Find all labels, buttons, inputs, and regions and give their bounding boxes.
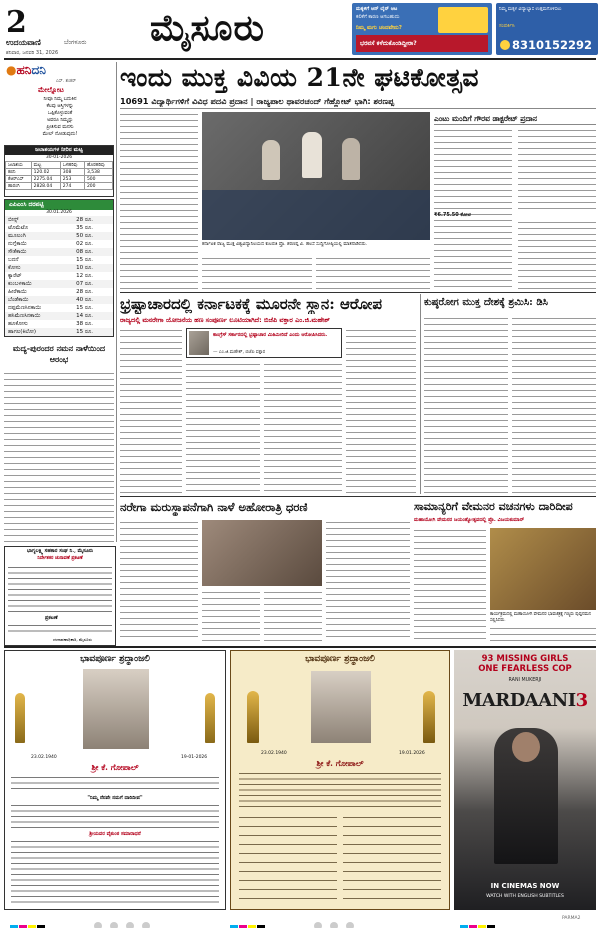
story4-headline: ನರೇಗಾ ಮರುಸ್ಥಾಪನೆಗಾಗಿ ನಾಳೆ ಅಹೋರಾತ್ರಿ ಧರಣಿ — [120, 500, 308, 514]
story5-col1 — [414, 528, 486, 642]
table-row: ಹೀರೆಕಾಯಿ 28 ರೂ. — [8, 288, 94, 295]
lead-headline: ಇಂದು ಮುಕ್ತ ವಿವಿಯ 21ನೇ ಘಟಿಕೋತ್ಸವ — [120, 63, 479, 92]
story2-col2 — [186, 362, 260, 494]
brand-logo: ●ಹನಿದನಿ — [6, 63, 46, 77]
movie-ad: 93 MISSING GIRLS ONE FEARLESS COP RANI MUKERJI MARDAANI3 IN CINEMAS NOW WATCH WITH ENGLISH SUBTITLES — [454, 650, 596, 910]
apmc-title: ಎಪಿಎಂಸಿ ದರಪಟ್ಟಿ — [5, 200, 113, 210]
left-story-body — [4, 371, 114, 543]
story4-col1 — [120, 520, 198, 642]
masthead-divider — [4, 58, 596, 60]
obituary-ad-2: ಭಾವಪೂರ್ಣ ಶ್ರದ್ಧಾಂಜಲಿ 23.02.1940 19.01.2026 ಶ್ರೀ ಕೆ. ಗೋಪಾಲ್ — [230, 650, 450, 910]
lamp-icon-right-2 — [423, 691, 435, 743]
story-divider-v — [420, 294, 421, 494]
poem: ನೀವೂ ನಿಮ್ಮ ಬದುಕಿನ ಕೆಲವು ಆಸ್ತಿಗಳನ್ನು ಒಪ್ಪಿಕೊಳ್ಳುವಂತೆ ಅವರೂ ನಿಮ್ಮನ್ನು ಪ್ರೀತಿಸುವ ಮನಸು ಮೇಲ್ ನೋಡುವುದು! — [42, 97, 78, 137]
color-strip-left — [10, 916, 46, 928]
ad-phone-number: 8310152292 — [512, 38, 593, 52]
table-row: ಕಬಿನಿ 120.02 308 3,538 — [6, 169, 113, 176]
lead-body-col2 — [202, 256, 312, 290]
footer-code: PARMA2 — [562, 916, 581, 921]
story5-col2 — [490, 626, 596, 642]
poem-title: ಮೇಲ್ನೋಟ — [38, 86, 64, 94]
election-notice: ಭಾಗ್ಯಲಕ್ಷ್ಮಿ ಸಹಕಾರ ಸಂಘ ನಿ., ಮೈಸೂರು ನಿರ್ದೇಶಕರ ಚುನಾವಣೆ ಪ್ರಕಟಣೆ ಪ್ರಕಟಣೆ ಚುನಾವಣಾಧಿಕಾರಿ, ಮೈಸೂರು — [4, 546, 116, 646]
masthead-ad-right: ನಿಮ್ಮ ಮಕ್ಕಳ ವಿದ್ಯಾಭ್ಯಾಸ ಉತ್ತಮಗೊಳಿಸಲು ಸಂಪರ್ಕಿಸಿ 8310152292 — [496, 3, 598, 55]
table-row: ಹಾಗಲ(ಕಿಲೋ) 15 ರೂ. — [5, 328, 113, 336]
reservoir-table — [5, 161, 113, 190]
story5-photo — [490, 528, 596, 610]
lamp-icon-left — [15, 693, 25, 743]
table-row: ನುಗ್ಗೆಕಾಯಿ 02 ರೂ. — [8, 240, 94, 247]
table-row: ಹಾರಂಗಿ 2828.04 274 200 — [6, 183, 113, 190]
story4-col3 — [264, 590, 322, 642]
phone-icon — [500, 40, 510, 50]
portrait-photo-2 — [311, 671, 371, 743]
story3-col2 — [512, 316, 596, 494]
table-row: ಮೂಲಂಗಿ 50 ರೂ. — [5, 232, 113, 240]
story5-headline: ಸಾಮಾನ್ಯರಿಗೆ ವೇಮನರ ವಚನಗಳು ದಾರಿದೀಪ — [414, 500, 573, 513]
story2-bottom-divider — [120, 496, 596, 497]
movie-title-num: 3 — [575, 690, 588, 711]
color-strip-mid — [230, 916, 266, 928]
lamp-icon-left-2 — [247, 691, 259, 743]
lead-sub-divider — [120, 108, 596, 109]
story2-subheadline: ರಾಜ್ಯದಲ್ಲಿ ಮನರೇಗಾ ಯೋಜನೆಯ ಹಣ ಸಂಪೂರ್ಣ ಲೂಟಿಯಾಗಿದೆ: ಬಿಜೆಪಿ ವಕ್ತಾರ ಎಂ.ಜಿ.ಮಹೇಶ್ — [120, 316, 330, 324]
left-column — [4, 61, 114, 543]
reservoir-title: ಜಲಾಶಯಗಳ ನೀರಿನ ಮಟ್ಟ — [5, 146, 113, 155]
apmc-table — [5, 216, 113, 336]
reservoir-box — [4, 145, 114, 197]
table-row: ಜಲಾಶಯ ಮಟ್ಟ ಒಳಹರಿವು ಹೊರಹರಿವು — [6, 162, 113, 169]
lead-subheadline: 10691 ವಿದ್ಯಾರ್ಥಿಗಳಿಗೆ ವಿವಿಧ ಪದವಿ ಪ್ರದಾನ | ರಾಜ್ಯಪಾಲ ಥಾವರಚಂದ್ ಗೆಹ್ಲೋಟ್ ಭಾಗಿ: ಶರಣಪ್ಪ — [120, 96, 395, 106]
apmc-date: 30.01.2026 — [46, 210, 72, 215]
table-row: ಬೆಂಡೆಕಾಯಿ 40 ರೂ. — [5, 296, 113, 304]
story2-headline: ಭ್ರಷ್ಟಾಚಾರದಲ್ಲಿ ಕರ್ನಾಟಕಕ್ಕೆ ಮೂರನೇ ಸ್ಥಾನ: ಆರೋಪ — [120, 295, 382, 313]
table-row: ದಪ್ಪಮೆಣಸಿನಕಾಯಿ 15 ರೂ. — [8, 304, 94, 311]
paper-name: ಉದಯವಾಣಿ — [6, 38, 41, 47]
story2-quote-box: ಕಾಂಗ್ರೆಸ್ ಸರ್ಕಾರದಲ್ಲಿ ಭ್ರಷ್ಟಾಚಾರ ಮಿತಿಮೀರಿದೆ ಎಂದು ಆರೋಪಿಸಿದರು. — ಎಂ.ಜಿ.ಮಹೇಶ್, ಬಿಜೆಪಿ ವಕ್ತಾರ — [186, 328, 342, 358]
masthead-ad-left: ಮಕ್ಕಳಿಗೆ ಆನ್ ಲೈನ್ ಆಟ ಕಲಿಕೆಗೆ ಕಾರಣ ಆಗಬಹುದು ನಿಮ್ಮ ಮಗು ಚಂದವೇನು? ಭರವಸೆ ಕಳೆದುಕೊಂಡಿದ್ದೀರಾ? — [352, 3, 492, 55]
table-row: ಕುಂಬಳಕಾಯಿ 07 ರೂ. — [5, 280, 113, 288]
table-row: ಕೆಆರ್‌ಎಸ್ 2275.04 253 500 — [6, 176, 113, 183]
column-divider — [116, 62, 117, 542]
story5-subheadline: ಮಹಾಯೋಗಿ ವೇಮನರ ಜಯಂತ್ಯೋತ್ಸವದಲ್ಲಿ ಪ್ರೊ. ವಿಜಯಕುಮಾರ್ — [414, 517, 525, 523]
story3-headline: ಕುಷ್ಠರೋಗ ಮುಕ್ತ ದೇಶಕ್ಕೆ ಶ್ರಮಿಸಿ: ಡಿಸಿ — [424, 297, 548, 308]
edition-city: ಬೆಂಗಳೂರು — [64, 39, 87, 46]
color-strip-right — [460, 916, 496, 928]
story4-col2 — [202, 590, 260, 642]
section-title: ಮೈಸೂರು — [150, 7, 265, 49]
apmc-rate-box — [4, 199, 114, 337]
story4-col4 — [326, 520, 410, 642]
story2-col4 — [346, 328, 416, 494]
reservoir-date: 30-01-2026 — [45, 155, 73, 160]
story3-col1 — [424, 316, 508, 494]
column-byline: ಎಸ್. ಶಂಕರ್ — [56, 79, 76, 84]
ads-top-divider — [4, 646, 596, 648]
obituary-ad-1: ಭಾವಪೂರ್ಣ ಶ್ರದ್ಧಾಂಜಲಿ 23.02.1940 19-01-2026 ಶ್ರೀ ಕೆ. ಗೋಪಾಲ್ "ನಿಮ್ಮ ನೆನಪೇ ನಮಗೆ ದಾರಿದೀಪ" ಶ್ರೀಯವರ ವೈಕುಂಠ ಸಮಾರಾಧನೆ — [4, 650, 226, 910]
lead-side-headline: ಎಂಟು ಮಂದಿಗೆ ಗೌರವ ಡಾಕ್ಟರೇಟ್ ಪ್ರದಾನ — [434, 112, 596, 125]
movie-title: MARDAANI — [462, 690, 576, 711]
lead-body-col3 — [316, 256, 430, 290]
print-registration-marks — [0, 912, 600, 928]
left-story-headline: ಮದ್ಯ-ಪುರಂದರ ನಮನ ನಾಳೆಯಿಂದ ಆರಂಭ — [12, 343, 106, 364]
table-row: ಕೋಸು 10 ರೂ. — [5, 264, 113, 272]
story2-col3 — [264, 362, 342, 494]
brand-icon: ● — [6, 63, 17, 77]
lead-photo-caption: ಕರ್ನಾಟಕ ರಾಜ್ಯ ಮುಕ್ತ ವಿಶ್ವವಿದ್ಯಾನಿಲಯದ ಕುಲಪತಿ ಪ್ರೊ. ಶರಣಪ್ಪ ವಿ. ಹಲಸೆ ಸುದ್ದಿಗೋಷ್ಠಿಯಲ್ಲಿ ಮಾತನಾಡಿದರು. — [202, 242, 368, 247]
table-row: ಸೌತೆಕಾಯಿ 08 ರೂ. — [5, 248, 113, 256]
table-row: ಟೊಮೆಟೊ 35 ರೂ. — [8, 224, 94, 231]
story2-col1 — [120, 328, 182, 494]
mahesh-photo-img — [189, 331, 209, 355]
table-row: ಹಸಿಮೆಣಸಿನಕಾಯಿ 14 ರೂ. — [5, 312, 113, 320]
side-amount: ₹6.75.50 ಕೋಟಿ — [434, 212, 471, 218]
portrait-photo — [83, 669, 149, 749]
table-row: ಕ್ಯಾರೆಟ್ 12 ರೂ. — [8, 272, 94, 279]
masthead — [0, 0, 600, 58]
lead-photo — [202, 112, 430, 240]
date-line: ಶನಿವಾರ, ಜನವರಿ 31, 2026 — [6, 50, 59, 56]
lead-bottom-divider — [120, 292, 596, 293]
lamp-icon-right — [205, 693, 215, 743]
story4-photo — [202, 520, 322, 586]
table-row: ಹೂಕೋಸು 38 ರೂ. — [8, 320, 94, 327]
lead-side-box — [434, 112, 596, 290]
page-number: 2 — [6, 5, 27, 40]
table-row: ಬದನೆ 15 ರೂ. — [8, 256, 94, 263]
lead-body-col1 — [120, 112, 198, 290]
table-row: ಬೀನ್ಸ್ 28 ರೂ. — [5, 216, 113, 224]
story5-photo-caption: ಕಾರ್ಯಕ್ರಮದಲ್ಲಿ ಮಹಾಯೋಗಿ ವೇಮನರ ಭಾವಚಿತ್ರಕ್ಕೆ ಗಣ್ಯರು ಪುಷ್ಪನಮನ ಸಲ್ಲಿಸಿದರು. — [490, 612, 591, 623]
